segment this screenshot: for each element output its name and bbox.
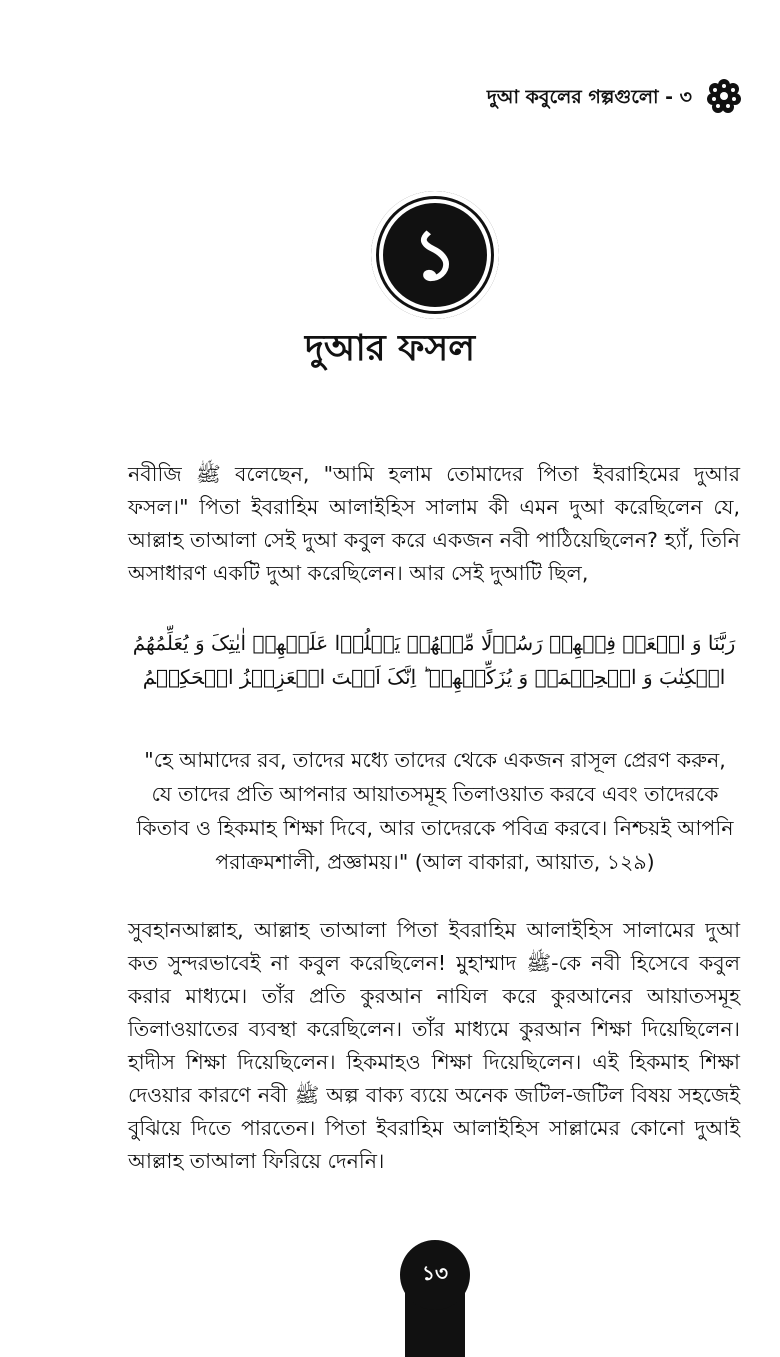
chapter-number-badge [371, 191, 499, 319]
page-header [487, 78, 742, 119]
chapter-title: দুআর ফসল [304, 328, 476, 369]
closing-paragraph: সুবহানআল্লাহ, আল্লাহ তাআলা পিতা ইবরাহিম আলাইহিস সালামের দুআ কত সুন্দরভাবেই না কবুল করেছিলেন! মুহাম্মাদ ﷺ-কে নবী হিসেবে কবুল করার মাধ্যমে। তাঁর প্রতি কুরআন নাযিল করে কুরআনের আয়াতসমূহ তিলাওয়াতের ব্যবস্থা করেছিলেন। তাঁর মাধ্যমে কুরআন শিক্ষা দিয়েছিলেন। হাদীস শিক্ষা দিয়েছিলেন। হিকমাহও শিক্ষা দিয়েছিলেন। এই হিকমাহ শিক্ষা দেওয়ার কারণে নবী ﷺ অল্প বাক্য ব্যয়ে অনেক জটিল-জটিল বিষয় সহজেই বুঝিয়ে দিতে পারতেন। পিতা ইবরাহিম আলাইহিস সাল্লামের কোনো দুআই আল্লাহ তাআলা ফিরিয়ে দেননি। [128, 917, 740, 1173]
page-number-marker [400, 1240, 470, 1357]
flower-ornament-icon [706, 78, 742, 119]
intro-paragraph: নবীজি ﷺ বলেছেন, "আমি হলাম তোমাদের পিতা ইবরাহিমের দুআর ফসল।" পিতা ইবরাহিম আলাইহিস সালাম কী এমন দুআ করেছিলেন যে, আল্লাহ তাআলা সেই দুআ কবুল করে একজন নবী পাঠিয়েছিলেন? হ্যাঁ, তিনি অসাধারণ একটি দুআ করেছিলেন। আর সেই দুআটি ছিল, [128, 461, 741, 585]
header-title: দুআ কবুলের গল্পগুলো - ৩ [486, 85, 692, 108]
arabic-verse: رَبَّنَا وَ ابۡعَثۡ فِیۡهِمۡ رَسُوۡلًا مِّنۡهُمۡ یَتۡلُوۡا عَلَیۡهِمۡ اٰیٰتِکَ وَ یُعَلِّمُهُمُ الۡکِتٰبَ وَ الۡحِکۡمَۃَ وَ یُزَکِّیۡهِمۡ ؕ اِنَّکَ اَنۡتَ الۡعَزِیۡزُ الۡحَکِیۡمُ [132, 631, 736, 689]
page-number: ১৩ [400, 1240, 470, 1310]
verse-translation: "হে আমাদের রব, তাদের মধ্যে তাদের থেকে একজন রাসূল প্রেরণ করুন, যে তাদের প্রতি আপনার আয়াতসমূহ তিলাওয়াত করবে এবং তাদেরকে কিতাব ও হিকমাহ শিক্ষা দিবে, আর তাদেরকে পবিত্র করবে। নিশ্চয়ই আপনি পরাক্রমশালী, প্রজ্ঞাময়।" (আল বাকারা, আয়াত, ১২৯) [136, 747, 734, 874]
chapter-number: ১ [412, 214, 458, 296]
